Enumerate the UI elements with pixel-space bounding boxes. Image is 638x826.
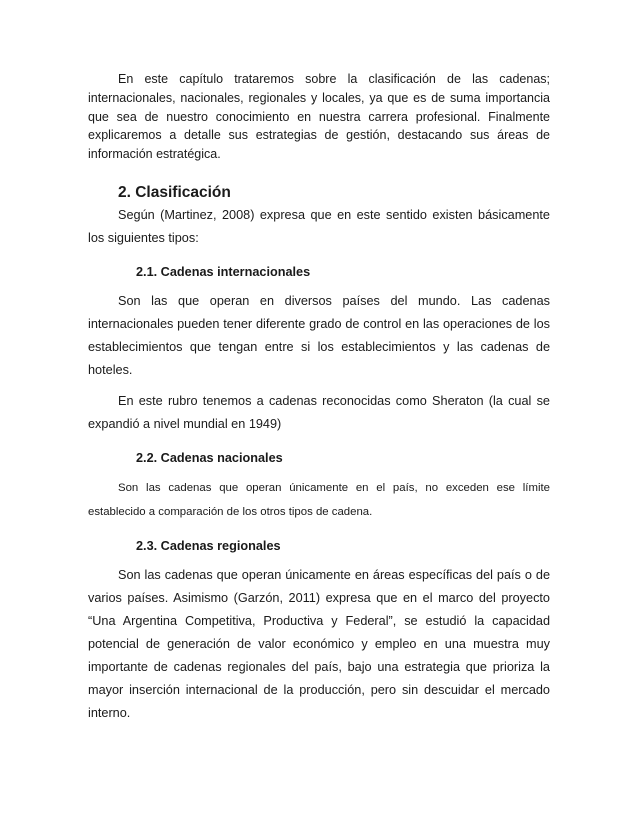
regional-paragraph-1: Son las cadenas que operan únicamente en áreas específicas del país o de varios países. Asimismo (Garzón, 2011) expresa que en el marco del proyecto “Una Argentina Competitiva, Productiva y Federal”, se estudió la capacidad potencial de generación de valor económico y empleo en una muestra muy importante de cadenas regionales del país, bajo una estrategia que prioriza la mayor inserción internacional de la producción, pero sin descuidar el mercado interno. xyxy=(88,567,550,720)
section-heading: 2. Clasificación xyxy=(118,183,231,201)
national-paragraph-1: Son las cadenas que operan únicamente en el país, no exceden ese límite establecido a comparación de los otros tipos de cadena. xyxy=(88,481,550,518)
subsection-heading-international: 2.1. Cadenas internacionales xyxy=(136,264,311,279)
international-paragraph-1: Son las que operan en diversos países del mundo. Las cadenas internacionales pueden tener diferente grado de control en las operaciones de los establecimientos que tengan entre si los establecimientos y las cadenas de hoteles. xyxy=(88,293,550,377)
intro-paragraph: En este capítulo trataremos sobre la clasificación de las cadenas; internacionales, nacionales, regionales y locales, ya que es de suma importancia que sea de nuestro conocimiento en nuestra carrera profesional. Finalmente explicaremos a detalle sus estrategias de gestión, destacando sus áreas de información estratégica. xyxy=(88,72,550,162)
document-page xyxy=(88,70,550,725)
international-paragraph-2: En este rubro tenemos a cadenas reconocidas como Sheraton (la cual se expandió a nivel mundial en 1949) xyxy=(88,393,550,431)
subsection-heading-national: 2.2. Cadenas nacionales xyxy=(136,450,283,465)
subsection-heading-regional: 2.3. Cadenas regionales xyxy=(136,538,281,553)
section-lead-paragraph: Según (Martinez, 2008) expresa que en este sentido existen básicamente los siguientes tipos: xyxy=(88,207,550,245)
